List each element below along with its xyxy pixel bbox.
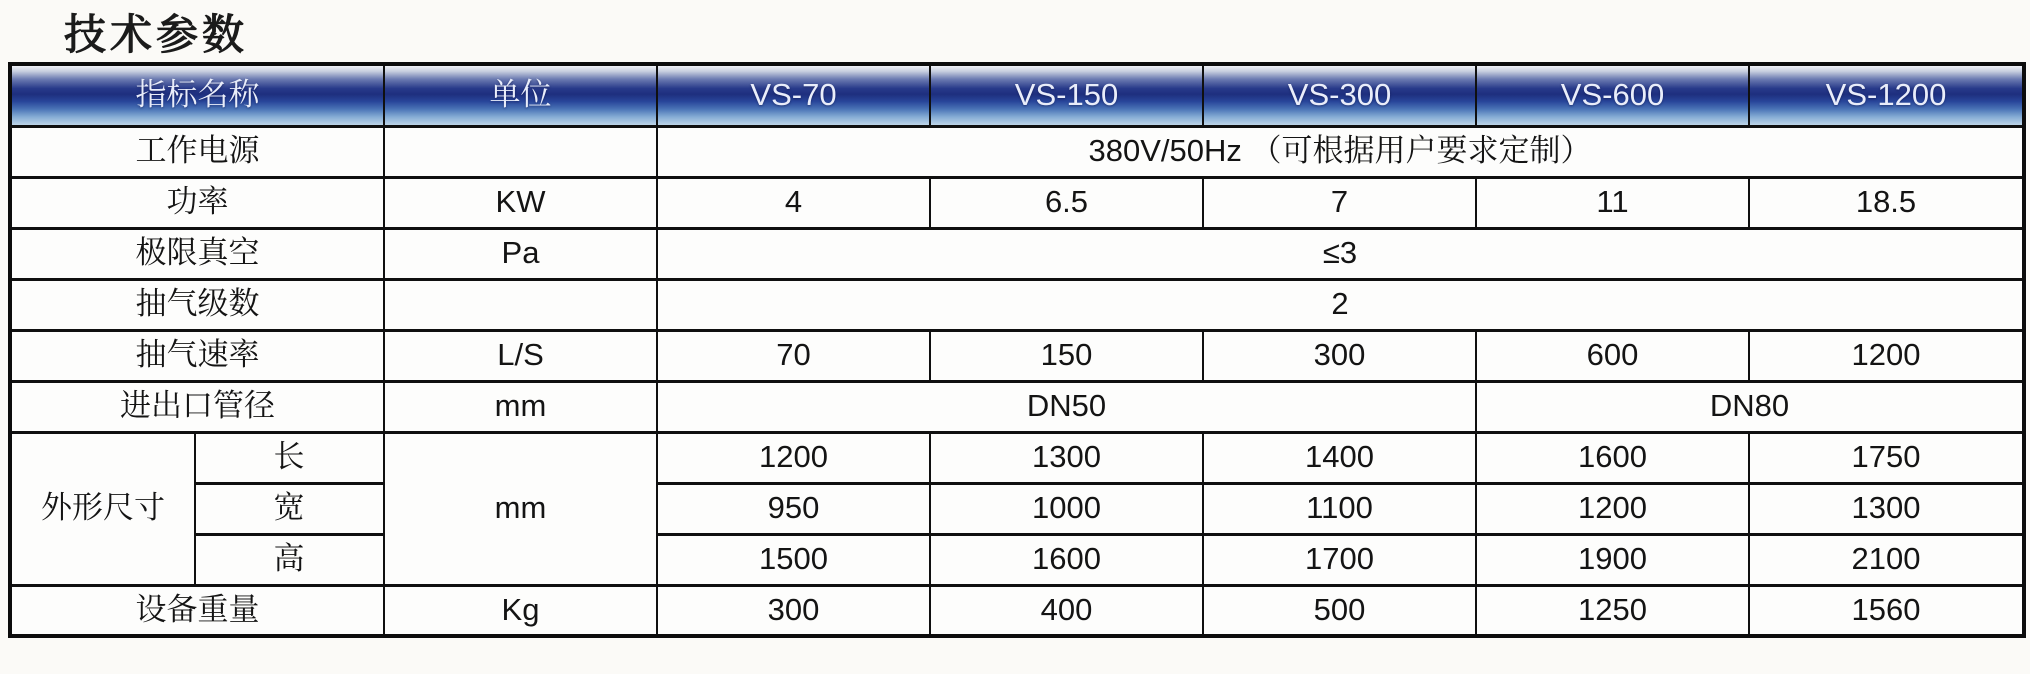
cell-power-vs70: 4 — [657, 177, 930, 228]
row-ultimate-vacuum-label: 极限真空 — [10, 228, 384, 279]
row-dimensions-unit: mm — [384, 432, 657, 585]
row-weight-label: 设备重量 — [10, 585, 384, 636]
cell-pumping-speed-vs600: 600 — [1476, 330, 1749, 381]
spec-table — [8, 62, 2026, 638]
row-weight — [10, 585, 2024, 636]
cell-height-vs600: 1900 — [1476, 534, 1749, 585]
cell-height-vs300: 1700 — [1203, 534, 1476, 585]
row-power-supply-unit — [384, 126, 657, 177]
cell-weight-vs150: 400 — [930, 585, 1203, 636]
row-port-diameter-label: 进出口管径 — [10, 381, 384, 432]
header-unit: 单位 — [384, 64, 657, 126]
row-pumping-stages-value: 2 — [657, 279, 2024, 330]
cell-width-vs1200: 1300 — [1749, 483, 2024, 534]
row-port-diameter — [10, 381, 2024, 432]
row-power-supply-value: 380V/50Hz （可根据用户要求定制） — [657, 126, 2024, 177]
row-dimension-height — [10, 534, 2024, 585]
row-dimension-length-label: 长 — [195, 432, 384, 483]
cell-length-vs1200: 1750 — [1749, 432, 2024, 483]
cell-height-vs70: 1500 — [657, 534, 930, 585]
cell-weight-vs70: 300 — [657, 585, 930, 636]
cell-pumping-speed-vs1200: 1200 — [1749, 330, 2024, 381]
page-title: 技术参数 — [64, 11, 249, 58]
cell-width-vs600: 1200 — [1476, 483, 1749, 534]
cell-port-diameter-dn80: DN80 — [1476, 381, 2024, 432]
header-model-vs300: VS-300 — [1203, 64, 1476, 126]
row-pumping-speed-unit: L/S — [384, 330, 657, 381]
header-model-vs1200: VS-1200 — [1749, 64, 2024, 126]
row-pumping-stages — [10, 279, 2024, 330]
row-ultimate-vacuum — [10, 228, 2024, 279]
row-power-unit: KW — [384, 177, 657, 228]
header-model-vs150: VS-150 — [930, 64, 1203, 126]
row-dimension-height-label: 高 — [195, 534, 384, 585]
cell-weight-vs1200: 1560 — [1749, 585, 2024, 636]
cell-length-vs70: 1200 — [657, 432, 930, 483]
row-power-label: 功率 — [10, 177, 384, 228]
row-ultimate-vacuum-value: ≤3 — [657, 228, 2024, 279]
cell-power-vs600: 11 — [1476, 177, 1749, 228]
row-dimension-width-label: 宽 — [195, 483, 384, 534]
cell-length-vs300: 1400 — [1203, 432, 1476, 483]
row-weight-unit: Kg — [384, 585, 657, 636]
cell-power-vs150: 6.5 — [930, 177, 1203, 228]
cell-length-vs600: 1600 — [1476, 432, 1749, 483]
cell-weight-vs600: 1250 — [1476, 585, 1749, 636]
cell-pumping-speed-vs70: 70 — [657, 330, 930, 381]
cell-height-vs150: 1600 — [930, 534, 1203, 585]
cell-power-vs1200: 18.5 — [1749, 177, 2024, 228]
row-power-supply — [10, 126, 2024, 177]
cell-width-vs300: 1100 — [1203, 483, 1476, 534]
cell-height-vs1200: 2100 — [1749, 534, 2024, 585]
cell-pumping-speed-vs150: 150 — [930, 330, 1203, 381]
row-dimension-length — [10, 432, 2024, 483]
row-power-supply-label: 工作电源 — [10, 126, 384, 177]
cell-power-vs300: 7 — [1203, 177, 1476, 228]
header-row — [10, 64, 2024, 126]
row-dimension-width — [10, 483, 2024, 534]
header-model-vs70: VS-70 — [657, 64, 930, 126]
row-dimensions-label: 外形尺寸 — [10, 432, 195, 585]
row-ultimate-vacuum-unit: Pa — [384, 228, 657, 279]
row-pumping-stages-label: 抽气级数 — [10, 279, 384, 330]
row-pumping-stages-unit — [384, 279, 657, 330]
row-pumping-speed — [10, 330, 2024, 381]
cell-pumping-speed-vs300: 300 — [1203, 330, 1476, 381]
row-power — [10, 177, 2024, 228]
row-pumping-speed-label: 抽气速率 — [10, 330, 384, 381]
cell-port-diameter-dn50: DN50 — [657, 381, 1476, 432]
header-indicator: 指标名称 — [10, 64, 384, 126]
cell-width-vs150: 1000 — [930, 483, 1203, 534]
cell-width-vs70: 950 — [657, 483, 930, 534]
header-model-vs600: VS-600 — [1476, 64, 1749, 126]
cell-weight-vs300: 500 — [1203, 585, 1476, 636]
row-port-diameter-unit: mm — [384, 381, 657, 432]
cell-length-vs150: 1300 — [930, 432, 1203, 483]
